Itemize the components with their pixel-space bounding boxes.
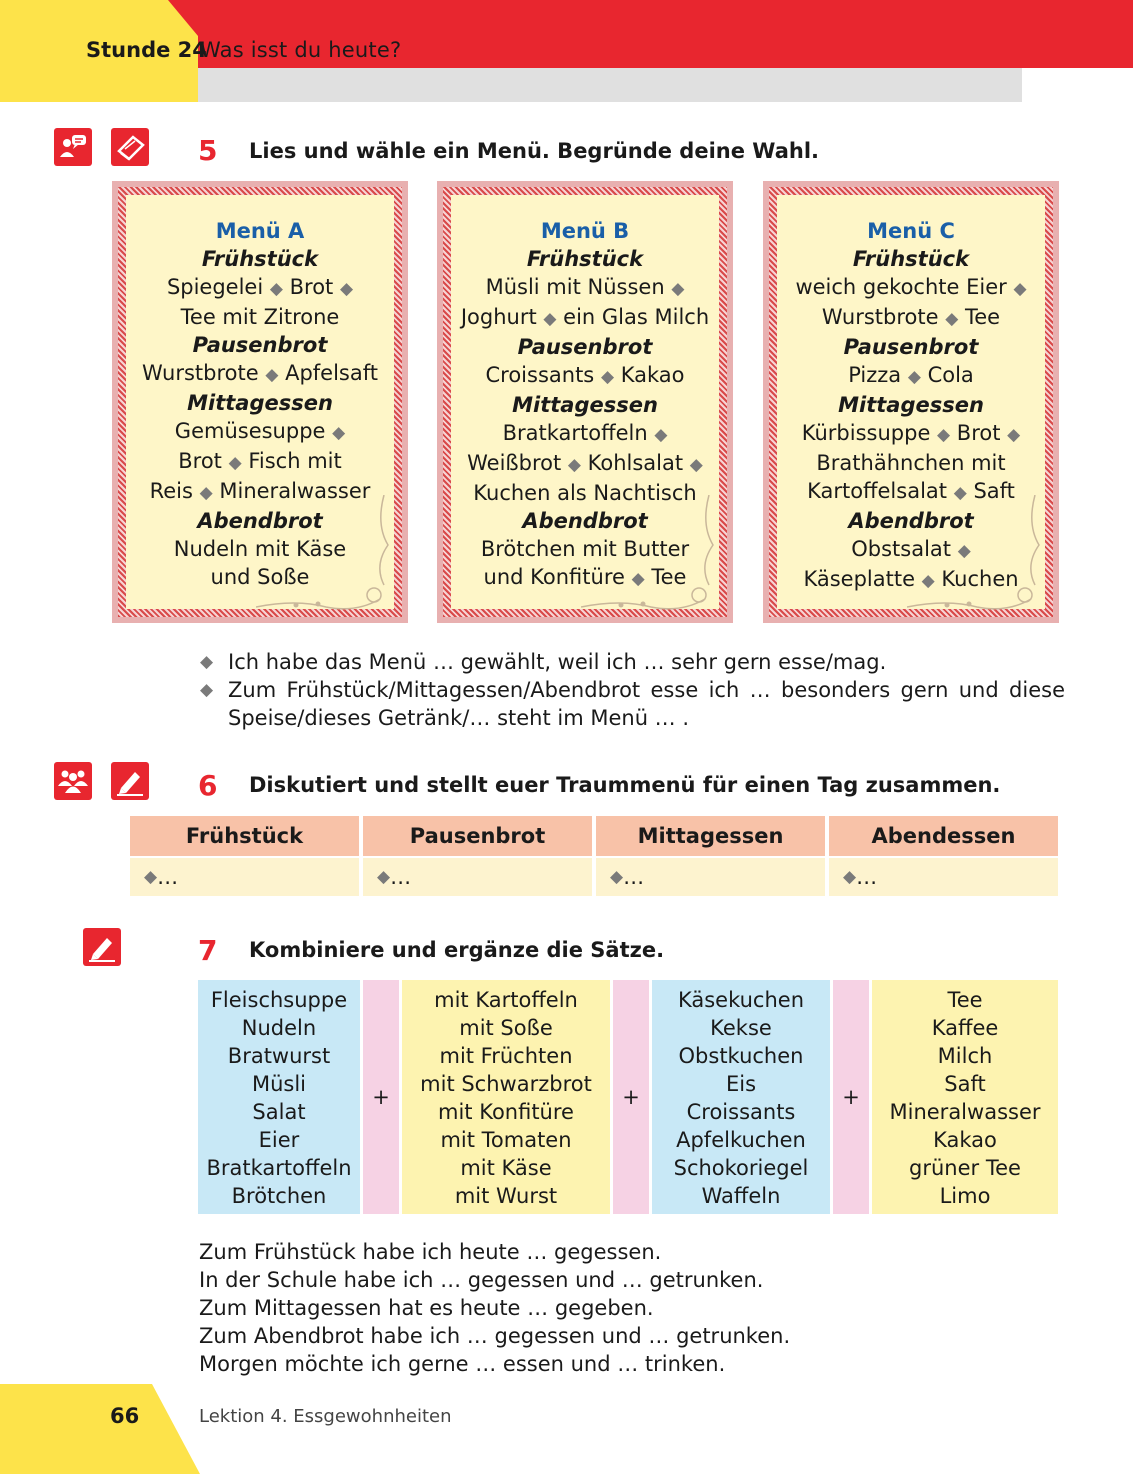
- footer-chapter: Lektion 4. Essgewohnheiten: [199, 1406, 452, 1427]
- menu-line: Joghurt ◆ ein Glas Milch: [460, 305, 710, 329]
- sentence-list: [199, 1238, 790, 1378]
- menu-line: Reis ◆ Mineralwasser: [149, 479, 371, 503]
- plus-sign: +: [622, 1085, 640, 1109]
- group-icon: [54, 762, 92, 800]
- sentence: In der Schule habe ich … gegessen und … getrunken.: [199, 1268, 764, 1292]
- menu-line: und Konfitüre ◆ Tee: [483, 565, 687, 589]
- ornament-icon: [256, 495, 396, 615]
- task-number: 6: [198, 769, 218, 802]
- pencil-icon: [111, 762, 149, 800]
- table-input-cell[interactable]: ◆ …: [596, 858, 825, 896]
- menu-line: Brathähnchen mit: [816, 451, 1006, 475]
- plus-column: [833, 980, 869, 1214]
- word-item: mit Soße: [459, 1016, 553, 1040]
- word-item: Salat: [252, 1100, 306, 1124]
- list-item: [200, 676, 1065, 704]
- diamond-bullet-icon: ◆: [200, 652, 214, 672]
- word-column-drinks: [872, 980, 1058, 1214]
- word-item: mit Schwarzbrot: [420, 1072, 592, 1096]
- word-column-desserts: [652, 980, 830, 1214]
- word-item: mit Käse: [460, 1156, 552, 1180]
- word-item: Kakao: [933, 1128, 997, 1152]
- menu-section-heading: Mittagessen: [838, 393, 984, 417]
- word-item: mit Kartoffeln: [434, 988, 578, 1012]
- menu-section-heading: Abendbrot: [848, 509, 974, 533]
- word-item: mit Tomaten: [440, 1128, 572, 1152]
- menu-line: Spiegelei ◆ Brot ◆: [166, 275, 354, 299]
- lesson-label: Stunde 24: [86, 38, 207, 62]
- word-item: grüner Tee: [909, 1156, 1021, 1180]
- menu-card-c: [763, 181, 1059, 623]
- sentence: Zum Mittagessen hat es heute … gegeben.: [199, 1296, 654, 1320]
- page-title: Was isst du heute?: [200, 38, 402, 62]
- table-header-cell: Abendessen: [829, 816, 1058, 856]
- menu-line: Brot ◆ Fisch mit: [178, 449, 342, 473]
- word-item: Apfelkuchen: [676, 1128, 806, 1152]
- menu-section-heading: Frühstück: [526, 247, 644, 271]
- menu-section-heading: Abendbrot: [522, 509, 648, 533]
- word-item: Brötchen: [231, 1184, 327, 1208]
- pencil-icon: [83, 928, 121, 966]
- menu-line: Kartoffelsalat ◆ Saft: [807, 479, 1015, 503]
- plus-sign: +: [842, 1085, 860, 1109]
- word-item: Bratwurst: [227, 1044, 331, 1068]
- phrase-text: Speise/dieses Getränk/… steht im Menü … .: [228, 706, 690, 730]
- menu-line: weich gekochte Eier ◆: [795, 275, 1027, 299]
- menu-line: Nudeln mit Käse: [173, 537, 347, 561]
- table-input-cell[interactable]: ◆ …: [130, 858, 359, 896]
- sentence: Morgen möchte ich gerne … essen und … trinken.: [199, 1352, 726, 1376]
- menu-line: Brötchen mit Butter: [480, 537, 690, 561]
- menu-line: Obstsalat ◆: [851, 537, 971, 561]
- word-item: mit Konfitüre: [438, 1100, 574, 1124]
- menu-section-heading: Mittagessen: [512, 393, 658, 417]
- table-header-cell: Mittagessen: [596, 816, 825, 856]
- dream-menu-table: [130, 816, 1058, 896]
- menu-line: Gemüsesuppe ◆: [174, 419, 346, 443]
- list-item: [200, 648, 1065, 676]
- page-number: 66: [110, 1404, 140, 1428]
- phrase-text: Zum Frühstück/Mittagessen/Abendbrot esse ich … besonders gern und diese: [228, 678, 1065, 702]
- word-item: mit Früchten: [439, 1044, 573, 1068]
- word-item: mit Wurst: [454, 1184, 558, 1208]
- task-instruction: Kombiniere und ergänze die Sätze.: [249, 938, 665, 962]
- menu-line: Tee mit Zitrone: [180, 305, 340, 329]
- plus-sign: +: [372, 1085, 390, 1109]
- menu-line: Kuchen als Nachtisch: [473, 481, 697, 505]
- word-item: Schokoriegel: [673, 1156, 809, 1180]
- word-item: Croissants: [686, 1100, 796, 1124]
- menu-section-heading: Frühstück: [201, 247, 319, 271]
- sentence: Zum Frühstück habe ich heute … gegessen.: [199, 1240, 662, 1264]
- word-column-food: [198, 980, 360, 1214]
- footer-tab: [0, 1384, 200, 1474]
- menu-line: Müsli mit Nüssen ◆: [485, 275, 685, 299]
- menu-line: Wurstbrote ◆ Apfelsaft: [142, 361, 378, 385]
- menu-title: Menü B: [540, 219, 630, 243]
- word-item: Bratkartoffeln: [206, 1156, 352, 1180]
- ornament-icon: [581, 495, 721, 615]
- word-item: Müsli: [251, 1072, 307, 1096]
- menu-line: Wurstbrote ◆ Tee: [821, 305, 1001, 329]
- menu-line: Croissants ◆ Kakao: [485, 363, 685, 387]
- word-item: Fleischsuppe: [210, 988, 348, 1012]
- word-item: Tee: [947, 988, 983, 1012]
- list-item: [200, 704, 1065, 732]
- menu-card-b: [437, 181, 733, 623]
- phrase-text: Ich habe das Menü … gewählt, weil ich … sehr gern esse/mag.: [228, 650, 887, 674]
- book-icon: [111, 128, 149, 166]
- menu-section-heading: Pausenbrot: [192, 333, 328, 357]
- menu-section-heading: Mittagessen: [187, 391, 333, 415]
- task-number: 5: [198, 134, 218, 167]
- word-item: Obstkuchen: [678, 1044, 804, 1068]
- ornament-icon: [907, 495, 1047, 615]
- menu-section-heading: Abendbrot: [197, 509, 323, 533]
- menu-line: Kürbissuppe ◆ Brot ◆: [801, 421, 1021, 445]
- word-column-additions: [402, 980, 610, 1214]
- word-item: Kaffee: [931, 1016, 999, 1040]
- word-item: Milch: [937, 1044, 993, 1068]
- plus-column: [363, 980, 399, 1214]
- menu-title: Menü A: [215, 219, 305, 243]
- word-item: Limo: [939, 1184, 991, 1208]
- word-item: Kekse: [710, 1016, 772, 1040]
- menu-line: Bratkartoffeln ◆: [502, 421, 668, 445]
- menu-card-a: [112, 181, 408, 623]
- table-header-cell: Pausenbrot: [363, 816, 592, 856]
- menu-section-heading: Frühstück: [852, 247, 970, 271]
- table-header-cell: Frühstück: [130, 816, 359, 856]
- task-instruction: Lies und wähle ein Menü. Begründe deine Wahl.: [249, 139, 819, 163]
- table-input-cell[interactable]: ◆ …: [829, 858, 1058, 896]
- task-instruction: Diskutiert und stellt euer Traummenü für einen Tag zusammen.: [249, 773, 1001, 797]
- phrase-list: [200, 648, 1065, 732]
- sentence: Zum Abendbrot habe ich … gegessen und … getrunken.: [199, 1324, 791, 1348]
- menu-title: Menü C: [867, 219, 955, 243]
- diamond-bullet-icon: ◆: [200, 680, 214, 700]
- menu-line: Pizza ◆ Cola: [848, 363, 974, 387]
- plus-column: [613, 980, 649, 1214]
- menu-line: und Soße: [210, 565, 310, 589]
- table-input-cell[interactable]: ◆ …: [363, 858, 592, 896]
- word-item: Nudeln: [241, 1016, 317, 1040]
- word-item: Saft: [944, 1072, 986, 1096]
- menu-line: Weißbrot ◆ Kohlsalat ◆: [467, 451, 703, 475]
- bullet-spacer: [200, 704, 228, 732]
- word-item: Käsekuchen: [677, 988, 805, 1012]
- word-item: Waffeln: [701, 1184, 781, 1208]
- task-number: 7: [198, 934, 218, 967]
- word-item: Mineralwasser: [889, 1100, 1041, 1124]
- menu-line: Käseplatte ◆ Kuchen: [803, 567, 1019, 591]
- menu-section-heading: Pausenbrot: [517, 335, 653, 359]
- speech-bubbles-icon: [54, 128, 92, 166]
- word-item: Eis: [725, 1072, 757, 1096]
- word-item: Eier: [258, 1128, 300, 1152]
- menu-section-heading: Pausenbrot: [843, 335, 979, 359]
